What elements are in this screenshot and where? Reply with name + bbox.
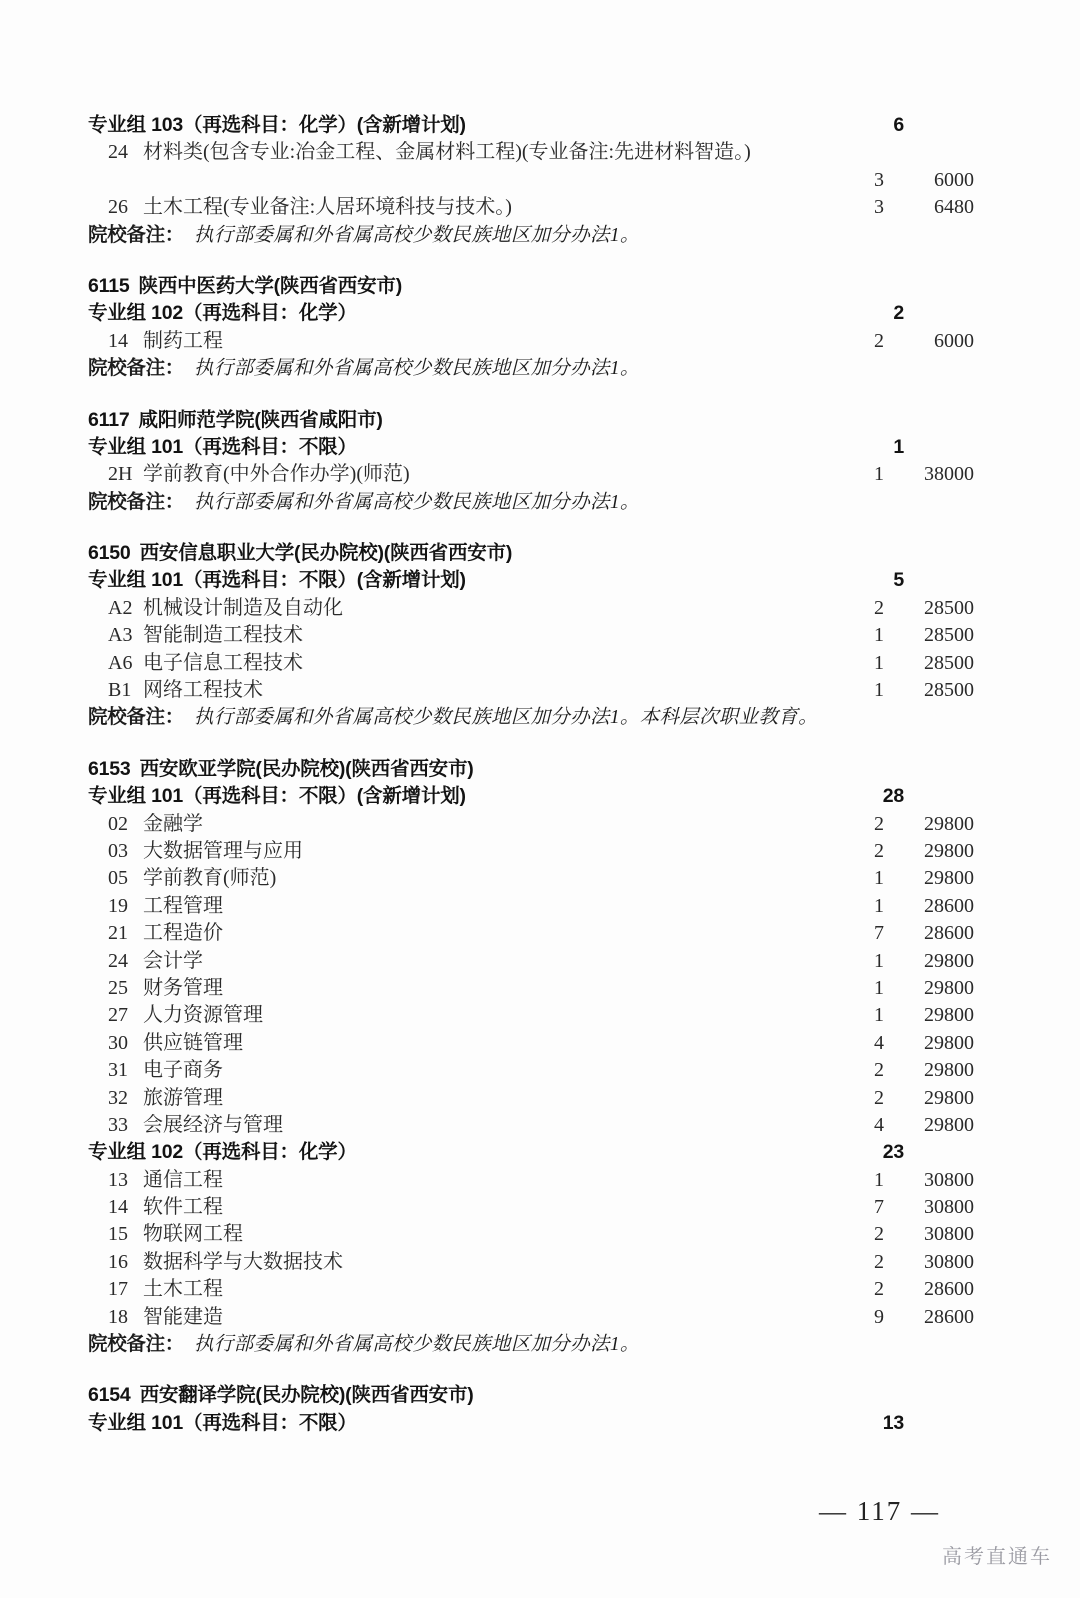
major-row (88, 1112, 1000, 1139)
major-tuition-fee: 28500 (924, 679, 974, 702)
major-row (88, 622, 1000, 649)
major-plan-count: 1 (874, 1168, 884, 1191)
major-name: 工程管理 (143, 894, 223, 917)
major-group-plan-count: 5 (893, 569, 904, 592)
major-tuition-fee: 28600 (924, 894, 974, 917)
major-code: 21 (108, 922, 128, 945)
major-tuition-fee: 28600 (924, 922, 974, 945)
major-group-label: 专业组 102（再选科目：化学） (88, 302, 357, 325)
major-code: 16 (108, 1250, 128, 1273)
school-remark-label: 院校备注： (88, 706, 185, 729)
school-name: 陕西中医药大学(陕西省西安市) (138, 274, 403, 297)
major-name: 供应链管理 (143, 1031, 243, 1054)
major-name: 工程造价 (143, 922, 223, 945)
school-remark-text: 执行部委属和外省属高校少数民族地区加分办法1。本科层次职业教育。 (194, 707, 818, 729)
major-group-plan-count: 6 (893, 114, 904, 136)
major-row (88, 975, 1000, 1002)
school-heading (88, 756, 1000, 783)
major-name: 学前教育(中外合作办学)(师范) (143, 463, 410, 486)
major-code: 17 (108, 1278, 128, 1301)
major-name: 旅游管理 (143, 1086, 223, 1109)
major-row (88, 328, 1000, 355)
major-group-heading (88, 567, 1000, 594)
school-remark (88, 489, 1000, 516)
major-row (88, 194, 1000, 221)
page-number: — 117 — (819, 1496, 940, 1526)
major-row (88, 139, 1000, 166)
major-plan-count: 3 (874, 168, 884, 191)
school-remark-label: 院校备注： (88, 357, 185, 380)
major-row (88, 1249, 1000, 1276)
major-plan-count: 4 (874, 1031, 884, 1054)
major-tuition-fee: 6000 (934, 168, 974, 191)
major-name: 通信工程 (143, 1168, 223, 1191)
section-spacer (88, 732, 1000, 756)
watermark-label: 高考直通车 (942, 1546, 1052, 1568)
major-code: A6 (108, 651, 133, 674)
major-tuition-fee: 29800 (924, 812, 974, 835)
major-code: A3 (108, 624, 133, 647)
major-name: 制药工程 (143, 329, 223, 352)
major-group-label: 专业组 101（再选科目：不限） (88, 435, 357, 458)
major-name: 数据科学与大数据技术 (143, 1250, 343, 1273)
major-plan-count: 1 (874, 1004, 884, 1027)
major-code: 14 (108, 1196, 128, 1219)
major-plan-count: 2 (874, 1223, 884, 1246)
major-row (88, 1167, 1000, 1194)
major-code: 25 (108, 976, 128, 999)
school-remark-label: 院校备注： (88, 490, 185, 513)
school-remark-text: 执行部委属和外省属高校少数民族地区加分办法1。 (194, 1334, 640, 1356)
major-plan-count: 3 (874, 196, 884, 219)
major-plan-count: 7 (874, 922, 884, 945)
major-group-label: 专业组 101（再选科目：不限）(含新增计划) (88, 785, 466, 808)
major-plan-count: 1 (874, 463, 884, 486)
major-name: 人力资源管理 (143, 1004, 263, 1027)
major-group-plan-count: 23 (882, 1141, 904, 1164)
major-code: 32 (108, 1086, 128, 1109)
major-tuition-fee: 30800 (924, 1168, 974, 1191)
major-tuition-fee: 28500 (924, 651, 974, 674)
major-name: 学前教育(师范) (143, 867, 277, 890)
school-remark (88, 222, 1000, 249)
major-group-label: 专业组 103（再选科目：化学）(含新增计划) (88, 114, 466, 136)
section-spacer (88, 1358, 1000, 1382)
major-row (88, 1057, 1000, 1084)
major-plan-count: 2 (874, 812, 884, 835)
major-row (88, 1304, 1000, 1331)
school-heading (88, 273, 1000, 300)
school-code: 6153 (88, 757, 131, 780)
major-row (88, 650, 1000, 677)
school-remark (88, 355, 1000, 382)
major-row (88, 1221, 1000, 1248)
school-code: 6154 (88, 1384, 131, 1407)
major-row (88, 1030, 1000, 1057)
major-row (88, 838, 1000, 865)
major-group-plan-count: 1 (893, 435, 904, 458)
major-group-label: 专业组 101（再选科目：不限）(含新增计划) (88, 569, 466, 592)
major-code: 14 (108, 329, 128, 352)
school-remark-text: 执行部委属和外省属高校少数民族地区加分办法1。 (194, 491, 640, 513)
major-group-heading (88, 112, 1000, 139)
school-code: 6117 (88, 408, 130, 431)
major-tuition-fee: 29800 (924, 839, 974, 862)
school-remark (88, 1331, 1000, 1358)
major-plan-count: 2 (874, 839, 884, 862)
major-row (88, 1002, 1000, 1029)
major-code: 26 (108, 196, 128, 219)
major-row (88, 677, 1000, 704)
major-plan-count: 1 (874, 867, 884, 890)
major-name: 电子商务 (143, 1059, 223, 1082)
major-row (88, 1194, 1000, 1221)
major-plan-count: 1 (874, 894, 884, 917)
major-group-heading (88, 434, 1000, 461)
page-footer (0, 1496, 1080, 1586)
major-plan-count: 2 (874, 329, 884, 352)
major-name: 金融学 (143, 812, 203, 835)
major-group-plan-count: 13 (882, 1411, 904, 1434)
major-name: 电子信息工程技术 (143, 651, 303, 674)
major-code: 24 (108, 141, 128, 164)
major-code: 30 (108, 1031, 128, 1054)
major-plan-count: 2 (874, 1059, 884, 1082)
major-tuition-fee: 6000 (934, 329, 974, 352)
major-name: 物联网工程 (143, 1223, 243, 1246)
major-tuition-fee: 28600 (924, 1305, 974, 1328)
major-plan-count: 2 (874, 1278, 884, 1301)
major-name: 会展经济与管理 (143, 1113, 283, 1136)
major-name: 大数据管理与应用 (143, 839, 303, 862)
major-name: 材料类(包含专业:冶金工程、金属材料工程)(专业备注:先进材料智造。) (143, 141, 751, 164)
major-group-heading (88, 300, 1000, 327)
major-tuition-fee: 30800 (924, 1223, 974, 1246)
school-name: 西安信息职业大学(民办院校)(陕西省西安市) (139, 542, 513, 565)
major-code: 13 (108, 1168, 128, 1191)
major-tuition-fee: 29800 (924, 1113, 974, 1136)
major-tuition-fee: 29800 (924, 1031, 974, 1054)
major-plan-count: 1 (874, 976, 884, 999)
major-tuition-fee: 6480 (934, 196, 974, 219)
school-remark-text: 执行部委属和外省属高校少数民族地区加分办法1。 (194, 358, 640, 380)
major-group-plan-count: 28 (882, 785, 904, 808)
school-remark-text: 执行部委属和外省属高校少数民族地区加分办法1。 (194, 224, 640, 246)
major-group-label: 专业组 102（再选科目：化学） (88, 1141, 357, 1164)
major-plan-count: 1 (874, 679, 884, 702)
major-group-label: 专业组 101（再选科目：不限） (88, 1411, 357, 1434)
school-heading (88, 540, 1000, 567)
school-code: 6150 (88, 542, 131, 565)
major-name: 机械设计制造及自动化 (143, 596, 343, 619)
major-tuition-fee: 30800 (924, 1250, 974, 1273)
major-code: 03 (108, 839, 128, 862)
major-code: 2H (108, 463, 133, 486)
school-remark-label: 院校备注： (88, 1333, 185, 1356)
major-plan-count: 9 (874, 1305, 884, 1328)
major-code: 31 (108, 1059, 128, 1082)
major-code: 18 (108, 1305, 128, 1328)
major-plan-count: 1 (874, 949, 884, 972)
major-name: 软件工程 (143, 1196, 223, 1219)
major-code: 33 (108, 1113, 128, 1136)
section-spacer (88, 383, 1000, 407)
major-code: 19 (108, 894, 128, 917)
school-code: 6115 (88, 274, 130, 297)
major-tuition-fee: 29800 (924, 976, 974, 999)
major-code: 15 (108, 1223, 128, 1246)
major-tuition-fee: 28500 (924, 624, 974, 647)
major-tuition-fee: 28600 (924, 1278, 974, 1301)
major-plan-count: 4 (874, 1113, 884, 1136)
major-name: 土木工程(专业备注:人居环境科技与技术。) (143, 196, 512, 219)
section-spacer (88, 249, 1000, 273)
major-code: 02 (108, 812, 128, 835)
major-code: 24 (108, 949, 128, 972)
school-remark-label: 院校备注： (88, 223, 185, 246)
major-name: 智能制造工程技术 (143, 624, 303, 647)
major-group-heading (88, 783, 1000, 810)
major-plan-count: 2 (874, 1086, 884, 1109)
major-row (88, 1085, 1000, 1112)
major-tuition-fee: 29800 (924, 1004, 974, 1027)
major-group-plan-count: 2 (893, 302, 904, 325)
major-tuition-fee: 28500 (924, 596, 974, 619)
major-code: A2 (108, 596, 133, 619)
school-heading (88, 1382, 1000, 1409)
major-group-heading (88, 1410, 1000, 1437)
major-tuition-fee: 38000 (924, 463, 974, 486)
major-row (88, 461, 1000, 488)
major-plan-count: 7 (874, 1196, 884, 1219)
major-row (88, 865, 1000, 892)
school-name: 西安欧亚学院(民办院校)(陕西省西安市) (139, 757, 474, 780)
major-row (88, 1276, 1000, 1303)
plan-listing (88, 112, 1000, 1437)
major-tuition-fee: 29800 (924, 1086, 974, 1109)
major-name: 智能建造 (143, 1305, 223, 1328)
section-spacer (88, 516, 1000, 540)
major-plan-count: 1 (874, 624, 884, 647)
major-name: 财务管理 (143, 976, 223, 999)
major-row (88, 948, 1000, 975)
major-plan-count: 2 (874, 596, 884, 619)
major-name: 会计学 (143, 949, 203, 972)
school-remark (88, 704, 1000, 731)
major-group-heading (88, 1139, 1000, 1166)
major-code: B1 (108, 679, 132, 702)
major-row (88, 920, 1000, 947)
major-row (88, 893, 1000, 920)
major-code: 05 (108, 867, 128, 890)
major-code: 27 (108, 1004, 128, 1027)
school-name: 西安翻译学院(民办院校)(陕西省西安市) (139, 1384, 474, 1407)
major-tuition-fee: 30800 (924, 1196, 974, 1219)
major-plan-count: 2 (874, 1250, 884, 1273)
school-name: 咸阳师范学院(陕西省咸阳市) (138, 408, 383, 431)
major-name: 土木工程 (143, 1278, 223, 1301)
school-heading (88, 407, 1000, 434)
major-tuition-fee: 29800 (924, 949, 974, 972)
major-row (88, 811, 1000, 838)
major-tuition-fee: 29800 (924, 1059, 974, 1082)
major-tuition-fee: 29800 (924, 867, 974, 890)
major-row-numbers (88, 167, 1000, 194)
major-plan-count: 1 (874, 651, 884, 674)
major-row (88, 595, 1000, 622)
major-name: 网络工程技术 (143, 679, 263, 702)
